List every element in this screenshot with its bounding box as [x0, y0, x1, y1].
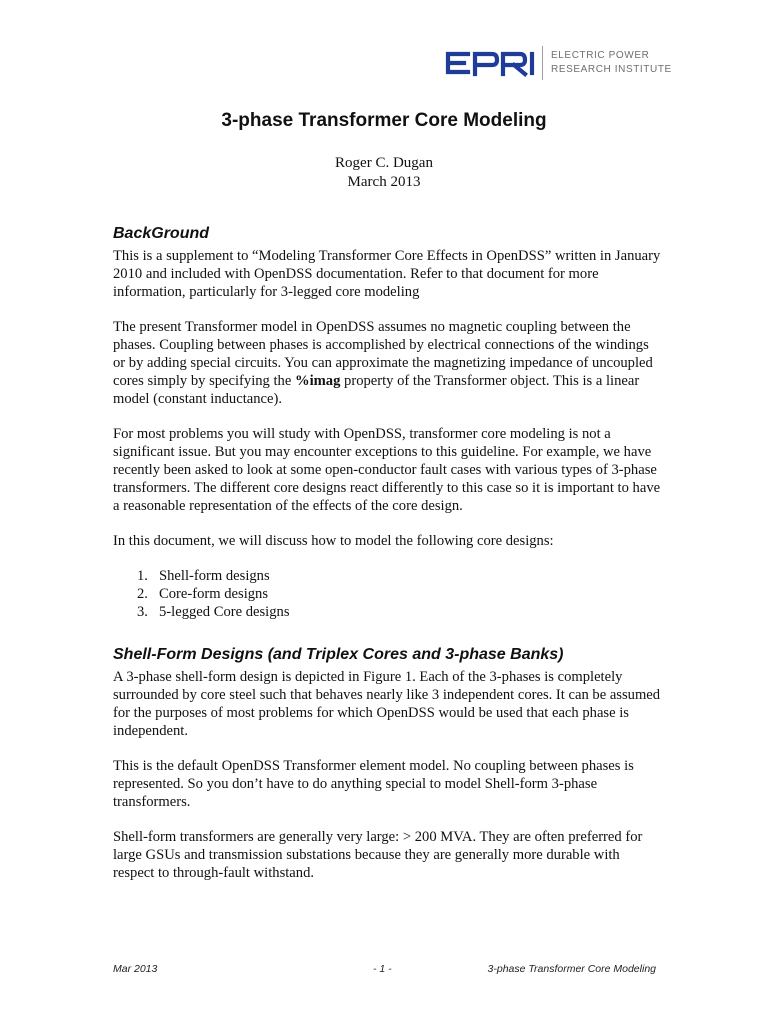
section-heading-shell-form: Shell-Form Designs (and Triplex Cores and 3-phase Banks)	[113, 646, 564, 663]
list-item	[113, 603, 663, 621]
page-footer	[113, 963, 656, 979]
paragraph-text: The present Transformer model in OpenDSS assumes no magnetic coupling between the phases. Coupling between phases is accomplished by electrical connections of the windings or by adding special circuits. You can approximate the magnetizing impedance of uncoupled cores simply by specifying the	[113, 319, 653, 389]
logo-line-1: ELECTRIC POWER	[551, 50, 650, 61]
list-item-text: Core-form designs	[159, 586, 269, 602]
list-item-number: 1.	[137, 568, 148, 584]
document-date: March 2013	[347, 174, 421, 190]
author-block	[0, 154, 768, 192]
background-paragraph-3: For most problems you will study with OpenDSS, transformer core modeling is not a significant issue. But you may encounter exceptions to this guideline. For example, we have recently been asked to look at some open-conductor fault cases with various types of 3-phase transformers. The different core designs react differently to this case so it is important to have a reasonable representation of the effects of the core design.	[113, 426, 661, 514]
background-paragraph-2	[113, 318, 663, 408]
background-paragraph-1: This is a supplement to “Modeling Transformer Core Effects in OpenDSS” written in January 2010 and included with OpenDSS documentation. Refer to that document for more information, particularly for 3-legged core modeling	[113, 248, 661, 300]
list-item-number: 3.	[137, 604, 148, 620]
page-number: - 1 -	[373, 963, 392, 975]
logo-separator	[542, 46, 543, 80]
list-item-number: 2.	[137, 586, 148, 602]
list-item	[113, 585, 663, 603]
logo-text	[551, 49, 672, 77]
document-title: 3-phase Transformer Core Modeling	[221, 110, 547, 131]
shell-paragraph-1: A 3-phase shell-form design is depicted in Figure 1. Each of the 3-phases is completely surrounded by core steel such that behaves nearly like 3 independent cores. It can be assumed for the purposes of most problems for which OpenDSS would be used that each phase is independent.	[113, 669, 661, 739]
logo-line-2: RESEARCH INSTITUTE	[551, 64, 672, 75]
footer-title: 3-phase Transformer Core Modeling	[487, 963, 656, 975]
footer-date: Mar 2013	[113, 963, 158, 975]
shell-paragraph-3: Shell-form transformers are generally very large: > 200 MVA. They are often preferred for large GSUs and transmission substations because they are generally more durable with respect to through-fault withstand.	[113, 829, 643, 881]
document-body	[113, 224, 663, 882]
core-design-list	[113, 567, 663, 621]
epri-logo-mark	[444, 49, 536, 77]
paragraph-text: property of the Transformer object. This is a linear model (constant inductance).	[113, 373, 640, 407]
list-item	[113, 567, 663, 585]
shell-paragraph-2: This is the default OpenDSS Transformer element model. No coupling between phases is represented. So you don’t have to do anything special to model Shell-form 3-phase transformers.	[113, 758, 634, 810]
epri-logo	[444, 46, 672, 80]
section-heading-background: BackGround	[113, 225, 210, 242]
background-paragraph-4: In this document, we will discuss how to model the following core designs:	[113, 533, 554, 549]
imag-property: %imag	[294, 373, 341, 389]
author-name: Roger C. Dugan	[335, 155, 433, 171]
list-item-text: Shell-form designs	[159, 568, 270, 584]
list-item-text: 5-legged Core designs	[159, 604, 290, 620]
